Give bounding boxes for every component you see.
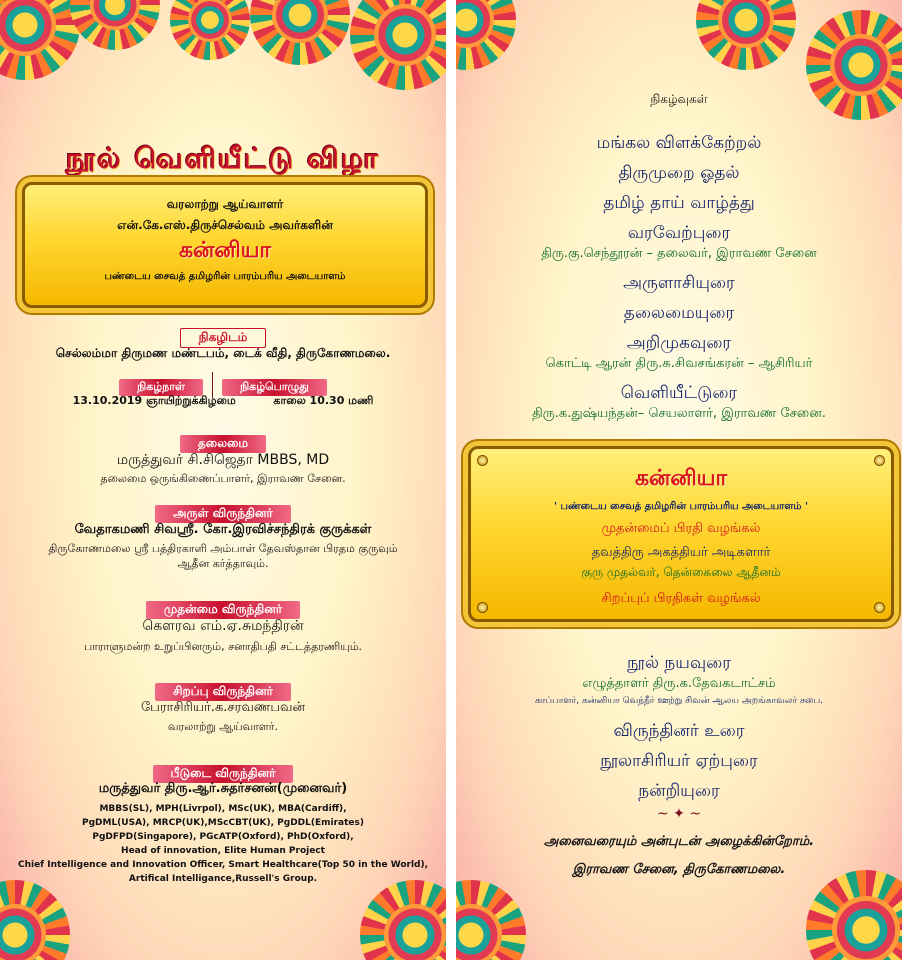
rosette-decoration bbox=[360, 880, 446, 960]
banner-line-1: வரலாற்று ஆய்வாளர் bbox=[166, 197, 284, 211]
chair-name: மருத்துவர் சி.சிஜெதா MBBS, MD bbox=[116, 452, 330, 468]
book-title: கன்னியா bbox=[178, 237, 272, 263]
date-value: 13.10.2019 ஞாயிற்றுக்கிழமை bbox=[72, 394, 236, 407]
program-item: வரவேற்புரை bbox=[627, 223, 731, 243]
date-time-values bbox=[0, 394, 446, 409]
left-panel bbox=[0, 0, 446, 960]
first-copy-line: முதன்மைப் பிரதி வழங்கல் bbox=[601, 521, 761, 536]
page-title: நூல் வெளியீட்டு விழா bbox=[66, 142, 380, 175]
program-item: வெளியீட்டுரை bbox=[620, 383, 738, 403]
chair-detail: தலைமை ஒருங்கிணைப்பாளர், இராவண சேனை. bbox=[100, 472, 346, 485]
program-heading: நிகழ்வுகள் bbox=[650, 92, 708, 106]
rosette-decoration bbox=[456, 880, 526, 960]
right-panel bbox=[456, 0, 902, 960]
credentials-block bbox=[0, 802, 446, 886]
program-item: நூலாசிரியர் ஏற்புரை bbox=[600, 751, 758, 771]
program-item-sub: திரு.க.துஷ்யந்தன்– செயலாளர், இராவண சேனை. bbox=[532, 406, 826, 421]
rosette-decoration bbox=[806, 870, 902, 960]
venue-label: நிகழிடம் bbox=[180, 328, 267, 348]
ornament-divider: ~ ✦ ~ bbox=[656, 806, 702, 822]
program-item: விருந்தினர் உரை bbox=[613, 721, 745, 741]
blessing-guest-detail: திருகோணமலை ஸ்ரீ பத்திரகாளி அம்பாள் தேவஸ்தான பிரதம குருவும் ஆதீன கர்த்தாவும். bbox=[48, 542, 398, 570]
rosette-decoration bbox=[696, 0, 796, 70]
special-copies-line: சிறப்புப் பிரதிகள் வழங்கல் bbox=[601, 591, 761, 606]
program-item-sub: திரு.கு.செந்தூரன் – தலைவர், இராவண சேனை bbox=[541, 246, 817, 261]
program-item: அறிமுகவுரை bbox=[626, 333, 732, 353]
book-subtitle: ' பண்டைய சைவத் தமிழரின் பாரம்பரிய அடையாளம் ' bbox=[553, 501, 809, 512]
blessing-guest-label-wrap bbox=[0, 502, 446, 523]
time-label: நிகழ்பொழுது bbox=[222, 379, 327, 396]
time-value: காலை 10.30 மணி bbox=[273, 394, 374, 407]
distinguished-guest-label: பீடுடை விருந்தினர் bbox=[153, 765, 294, 783]
program-item: நன்றியுரை bbox=[638, 781, 720, 801]
rosette-decoration bbox=[350, 0, 446, 90]
distinguished-guest-name: மருத்துவர் திரு.ஆர்.சுதர்சனன்(முனைவர்) bbox=[98, 781, 348, 796]
program-item: தலைமையுரை bbox=[623, 303, 735, 323]
chief-guest-label-wrap bbox=[0, 598, 446, 619]
date-label: நிகழ்நாள் bbox=[119, 379, 203, 396]
launch-banner bbox=[468, 446, 894, 622]
credential-line: Chief Intelligence and Innovation Officer, Smart Healthcare(Top 50 in the World), bbox=[17, 860, 429, 870]
program-item: அருளாசியுரை bbox=[623, 273, 735, 293]
credential-line: Head of innovation, Elite Human Project bbox=[121, 846, 325, 856]
special-guest-name: பேராசிரியர்.க.சரவணபவன் bbox=[140, 700, 306, 715]
review-title: நூல் நயவுரை bbox=[627, 653, 731, 673]
panel-separator bbox=[446, 0, 456, 960]
special-guest-detail: வரலாற்று ஆய்வாளர். bbox=[167, 720, 279, 733]
chief-guest-label: முதன்மை விருந்தினர் bbox=[146, 601, 300, 619]
rosette-decoration bbox=[170, 0, 250, 60]
rosette-decoration bbox=[70, 0, 160, 50]
venue-label-wrap bbox=[0, 326, 446, 348]
chair-label: தலைமை bbox=[180, 435, 266, 453]
blessing-guest-label: அருள் விருந்தினர் bbox=[155, 505, 291, 523]
rosette-decoration bbox=[0, 880, 70, 960]
blessing-guest-name: வேதாகமணி சிவஸ்ரீ. கோ.இரவிச்சந்திரக் குருக்கள் bbox=[74, 522, 372, 537]
organizer-text: இராவண சேனை, திருகோணமலை. bbox=[572, 862, 786, 877]
credential-line: MBBS(SL), MPH(Livrpol), MSc(UK), MBA(Cardiff), bbox=[99, 804, 347, 814]
chair-label-wrap bbox=[0, 432, 446, 453]
recipient-title: குரு முதல்வர், தென்கைலை ஆதீனம் bbox=[581, 565, 781, 579]
book-subtitle: பண்டைய சைவத் தமிழரின் பாரம்பரிய அடையாளம் bbox=[104, 271, 346, 282]
credential-line: Artifical Intelligance,Russell's Group. bbox=[128, 874, 318, 884]
invite-text: அனைவரையும் அன்புடன் அழைக்கின்றோம். bbox=[543, 834, 815, 849]
book-title: கன்னியா bbox=[634, 465, 728, 491]
review-by: எழுத்தாளர் திரு.க.தேவகடாட்சம் bbox=[582, 676, 776, 691]
credential-line: PgDFPD(Singapore), PGcATP(Oxford), PhD(Oxford), bbox=[92, 832, 354, 842]
review-role: காப்பாளர், கன்னியா வெந்நீர் ஊற்று சிவன் ஆலய அறங்காவலர் சபை. bbox=[534, 696, 824, 706]
venue-text: செல்லம்மா திருமண மண்டபம், டைக் வீதி, திருகோணமலை. bbox=[55, 346, 391, 360]
special-guest-label: சிறப்பு விருந்தினர் bbox=[155, 683, 291, 701]
program-item: மங்கல விளக்கேற்றல் bbox=[596, 133, 762, 153]
book-banner bbox=[22, 182, 428, 308]
program-item-sub: கொட்டி ஆரன் திரு.சு.சிவசங்கரன் – ஆசிரியர் bbox=[545, 356, 813, 371]
program-item: தமிழ் தாய் வாழ்த்து bbox=[603, 193, 755, 213]
rosette-decoration bbox=[250, 0, 350, 65]
rosette-decoration bbox=[0, 0, 80, 80]
chief-guest-name: கௌரவ எம்.ஏ.சுமந்திரன் bbox=[142, 618, 304, 634]
special-guest-label-wrap bbox=[0, 680, 446, 701]
credential-line: PgDML(USA), MRCP(UK),MScCBT(UK), PgDDL(Emirates) bbox=[81, 818, 364, 828]
banner-line-2: என்.கே.எஸ்.திருச்செல்வம் அவர்களின் bbox=[117, 218, 333, 232]
rosette-decoration bbox=[456, 0, 516, 70]
recipient-name: தவத்திரு அகத்தியர் அடிகளார் bbox=[591, 545, 771, 560]
program-item: திருமுறை ஓதல் bbox=[618, 163, 740, 183]
distinguished-guest-label-wrap bbox=[0, 762, 446, 783]
chief-guest-detail: பாராளுமன்ற உறுப்பினரும், சனாதிபதி சட்டத்தரணியும். bbox=[83, 640, 363, 653]
